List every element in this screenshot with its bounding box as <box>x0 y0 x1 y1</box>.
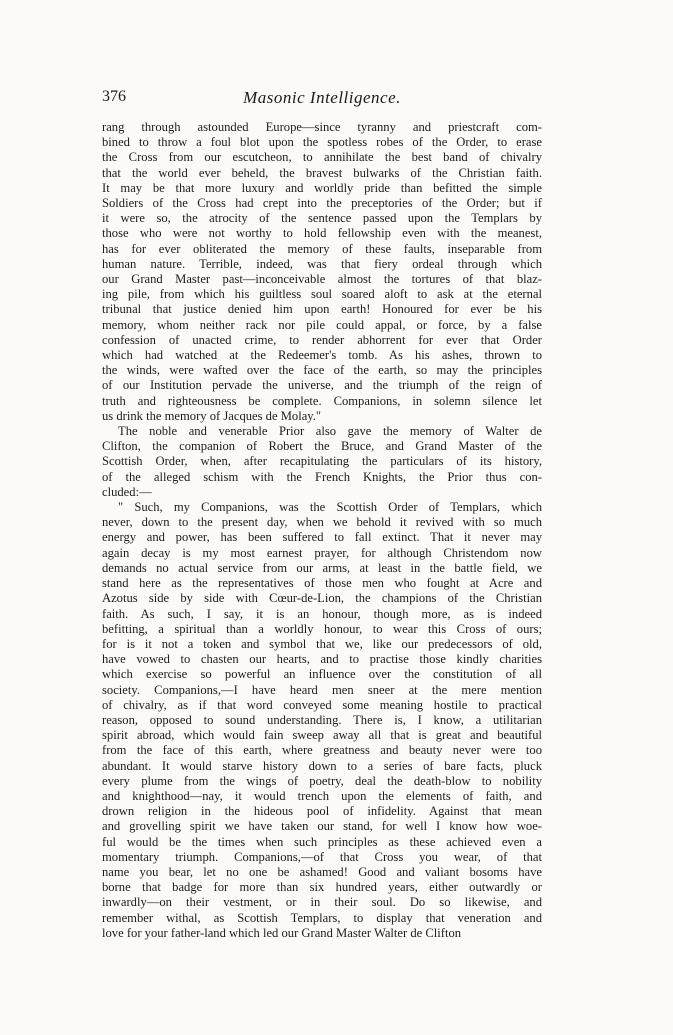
text-line: our Grand Master past—inconceivable almost the tortures of that blaz- <box>102 272 542 287</box>
text-line: of chivalry, as if that word conveyed some meaning hostile to practical <box>102 697 542 712</box>
text-line: human nature. Terrible, indeed, was that fiery ordeal through which <box>102 256 542 271</box>
text-line: us drink the memory of Jacques de Molay." <box>102 408 322 423</box>
text-line: every plume from the wings of poetry, deal the death-blow to nobility <box>102 773 542 788</box>
text-line: " Such, my Companions, was the Scottish Order of Templars, which <box>118 500 542 515</box>
text-line: the Cross from our escutcheon, to annihilate the best band of chivalry <box>102 150 542 165</box>
body-text <box>102 120 542 941</box>
text-line: and grovelling spirit we have taken our stand, for well I know how woe- <box>102 819 542 834</box>
text-line: It may be that more luxury and worldly pride than befitted the simple <box>102 180 542 195</box>
text-line: befitting, a spiritual than a worldly honour, to wear this Cross of ours; <box>102 621 542 636</box>
text-line: name you bear, let no one be ashamed! Good and valiant bosoms have <box>102 864 542 879</box>
text-line: energy and power, has been suffered to fall extinct. That it never may <box>102 530 542 545</box>
text-line: ing pile, from which his guiltless soul soared aloft to ask at the eternal <box>102 287 542 302</box>
text-line: never, down to the present day, when we behold it revived with so much <box>102 515 542 530</box>
text-line: demands no actual service from our arms, at least in the battle field, we <box>102 560 542 575</box>
text-line: love for your father-land which led our Grand Master Walter de Clifton <box>102 925 462 940</box>
text-line: and knighthood—nay, it would trench upon the elements of faith, and <box>102 788 542 803</box>
text-line: of the alleged schism with the French Knights, the Prior thus con- <box>102 469 542 484</box>
text-line: from the face of this earth, where greatness and beauty never were too <box>102 743 542 758</box>
text-line: has for ever obliterated the memory of these faults, inseparable from <box>102 241 542 256</box>
text-line: bined to throw a foul blot upon the spotless robes of the Order, to erase <box>102 135 542 150</box>
text-line: faith. As such, I say, it is an honour, though more, as is indeed <box>102 606 542 621</box>
text-line: which had watched at the Redeemer's tomb. As his ashes, thrown to <box>102 348 542 363</box>
text-line: rang through astounded Europe—since tyranny and priestcraft com- <box>102 120 542 134</box>
text-line: abundant. It would starve history down to a series of bare facts, pluck <box>102 758 542 773</box>
text-line: inwardly—on their vestment, or in their soul. Do so likewise, and <box>102 895 542 910</box>
text-line: ful would be the times when such principles as these achieved even a <box>102 834 542 849</box>
text-line: which exercise so powerful an influence over the constitution of all <box>102 667 542 682</box>
text-line: reason, opposed to sound understanding. There is, I know, a utilitarian <box>102 712 542 727</box>
text-line: again decay is my most earnest prayer, for although Christendom now <box>102 545 542 560</box>
text-line: memory, whom neither rack nor pile could appal, or force, by a false <box>102 317 542 332</box>
text-line: remember withal, as Scottish Templars, to display that veneration and <box>102 910 542 925</box>
text-line: drown religion in the hideous pool of infidelity. Against that mean <box>102 804 542 819</box>
page-number: 376 <box>102 88 126 105</box>
text-line: stand here as the representatives of those men who fought at Acre and <box>102 576 542 591</box>
text-line: spirit abroad, which would fain sweep away all that is great and beautiful <box>102 728 542 743</box>
text-line: Azotus side by side with Cœur-de-Lion, the champions of the Christian <box>102 591 542 606</box>
text-line: that the world ever beheld, the bravest bulwarks of the Christian faith. <box>102 165 542 180</box>
text-line: momentary triumph. Companions,—of that Cross you wear, of that <box>102 849 542 864</box>
text-line: tribunal that justice denied him upon earth! Honoured for ever be his <box>102 302 542 317</box>
text-line: confession of unacted crime, to render abhorrent for ever that Order <box>102 332 542 347</box>
text-line: society. Companions,—I have heard men sneer at the mere mention <box>102 682 542 697</box>
text-line: truth and righteousness be complete. Companions, in solemn silence let <box>102 393 542 408</box>
text-line: Clifton, the companion of Robert the Bruce, and Grand Master of the <box>102 439 542 454</box>
text-line: of our Institution pervade the universe, and the triumph of the reign of <box>102 378 542 393</box>
text-line: it were so, the atrocity of the sentence passed upon the Templars by <box>102 211 542 226</box>
text-line: borne that badge for more than six hundred years, either outwardly or <box>102 880 542 895</box>
text-line: Scottish Order, when, after recapitulating the particulars of its history, <box>102 454 542 469</box>
text-line: the winds, were wafted over the face of the earth, so may the principles <box>102 363 542 378</box>
text-line: for is it not a token and symbol that we, like our predecessors of old, <box>102 636 542 651</box>
page-header <box>102 88 542 110</box>
running-title: Masonic Intelligence. <box>243 88 401 107</box>
text-line: cluded:— <box>102 484 152 499</box>
text-line: The noble and venerable Prior also gave the memory of Walter de <box>118 424 542 439</box>
text-line: Soldiers of the Cross had crept into the preceptories of the Order; but if <box>102 196 542 211</box>
text-line: those who were not worthy to hold fellowship even with the meanest, <box>102 226 542 241</box>
text-line: have vowed to chasten our hearts, and to practise those kindly charities <box>102 652 542 667</box>
